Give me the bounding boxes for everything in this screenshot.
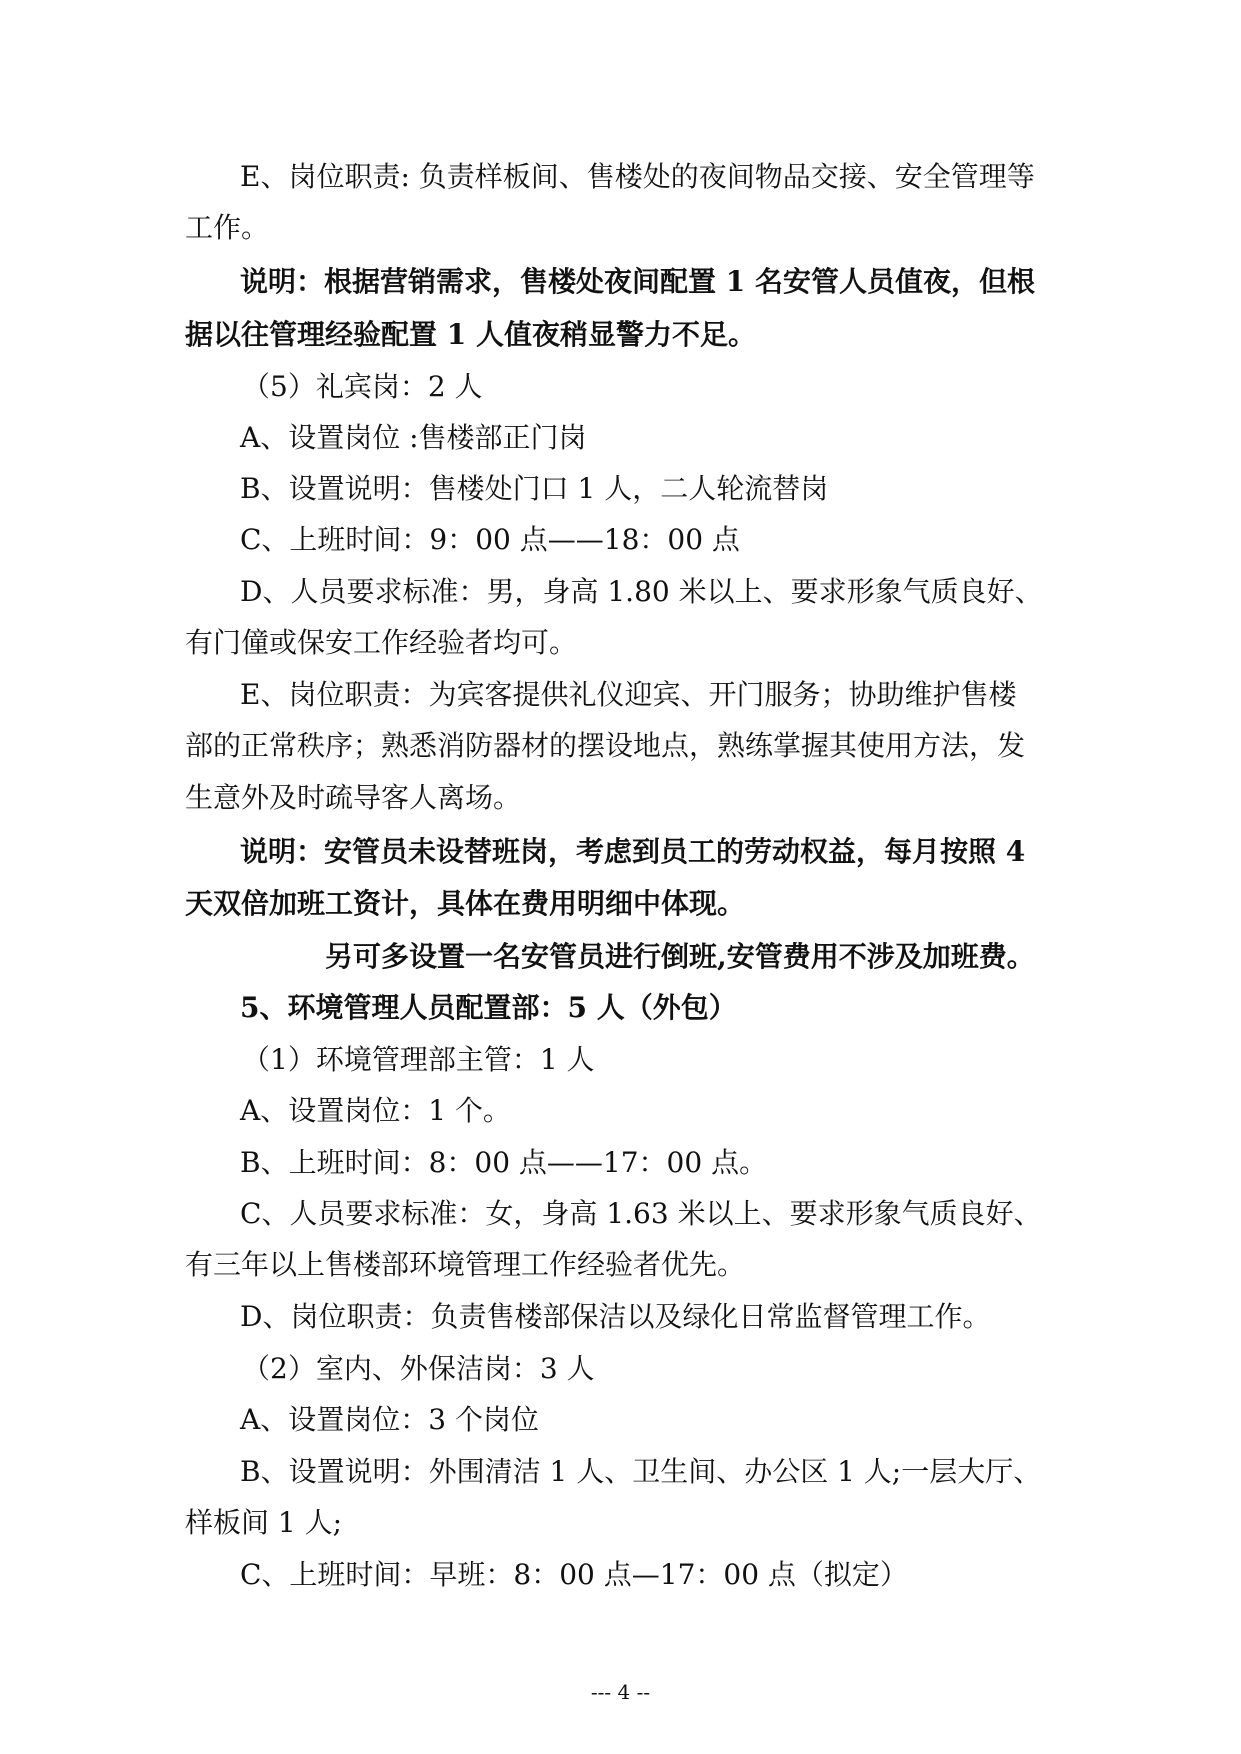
paragraph-line: A、设置岗位 :售楼部正门岗 — [240, 421, 587, 454]
note-line: 天双倍加班工资计，具体在费用明细中体现。 — [185, 887, 746, 920]
paragraph-line: B、设置说明：外围清洁 1 人、卫生间、办公区 1 人;一层大厅、 — [240, 1455, 1042, 1488]
paragraph-line: 生意外及时疏导客人离场。 — [185, 781, 522, 814]
paragraph-line: B、设置说明：售楼处门口 1 人，二人轮流替岗 — [240, 472, 829, 505]
paragraph-line: 工作。 — [185, 211, 270, 244]
subsection-heading: （1）环境管理部主管：1 人 — [242, 1043, 595, 1076]
paragraph-line: 有门僮或保安工作经验者均可。 — [185, 626, 578, 659]
note-line: 据以往管理经验配置 1 人值夜稍显警力不足。 — [185, 318, 756, 351]
paragraph-line: C、人员要求标准：女，身高 1.63 米以上、要求形象气质良好、 — [240, 1197, 1042, 1230]
paragraph-line: D、人员要求标准：男，身高 1.80 米以上、要求形象气质良好、 — [240, 575, 1043, 608]
paragraph-line: C、上班时间：9：00 点——18：00 点 — [240, 523, 740, 556]
paragraph-line: B、上班时间：8：00 点——17：00 点。 — [240, 1146, 768, 1179]
page-number: --- 4 -- — [590, 1680, 651, 1704]
subsection-heading: （2）室内、外保洁岗：3 人 — [242, 1352, 595, 1385]
paragraph-line: 有三年以上售楼部环境管理工作经验者优先。 — [185, 1248, 746, 1281]
paragraph-line: E、岗位职责: 负责样板间、售楼处的夜间物品交接、安全管理等 — [240, 160, 1035, 193]
paragraph-line: 部的正常秩序；熟悉消防器材的摆设地点，熟练掌握其使用方法，发 — [185, 729, 1026, 762]
paragraph-line: D、岗位职责：负责售楼部保洁以及绿化日常监督管理工作。 — [240, 1300, 991, 1333]
paragraph-line: A、设置岗位：3 个岗位 — [240, 1403, 539, 1436]
note-line: 说明：安管员未设替班岗，考虑到员工的劳动权益，每月按照 4 — [240, 835, 1026, 868]
paragraph-line: E、岗位职责：为宾客提供礼仪迎宾、开门服务；协助维护售楼 — [240, 678, 1017, 711]
note-line: 另可多设置一名安管员进行倒班,安管费用不涉及加班费。 — [325, 940, 1035, 973]
paragraph-line: A、设置岗位：1 个。 — [240, 1094, 511, 1127]
subsection-heading: （5）礼宾岗：2 人 — [242, 370, 483, 403]
paragraph-line: 样板间 1 人; — [185, 1506, 343, 1539]
paragraph-line: C、上班时间：早班：8：00 点—17：00 点（拟定） — [240, 1558, 908, 1591]
note-line: 说明：根据营销需求，售楼处夜间配置 1 名安管人员值夜，但根 — [240, 265, 1035, 298]
section-heading: 5、环境管理人员配置部：5 人（外包） — [240, 991, 737, 1024]
